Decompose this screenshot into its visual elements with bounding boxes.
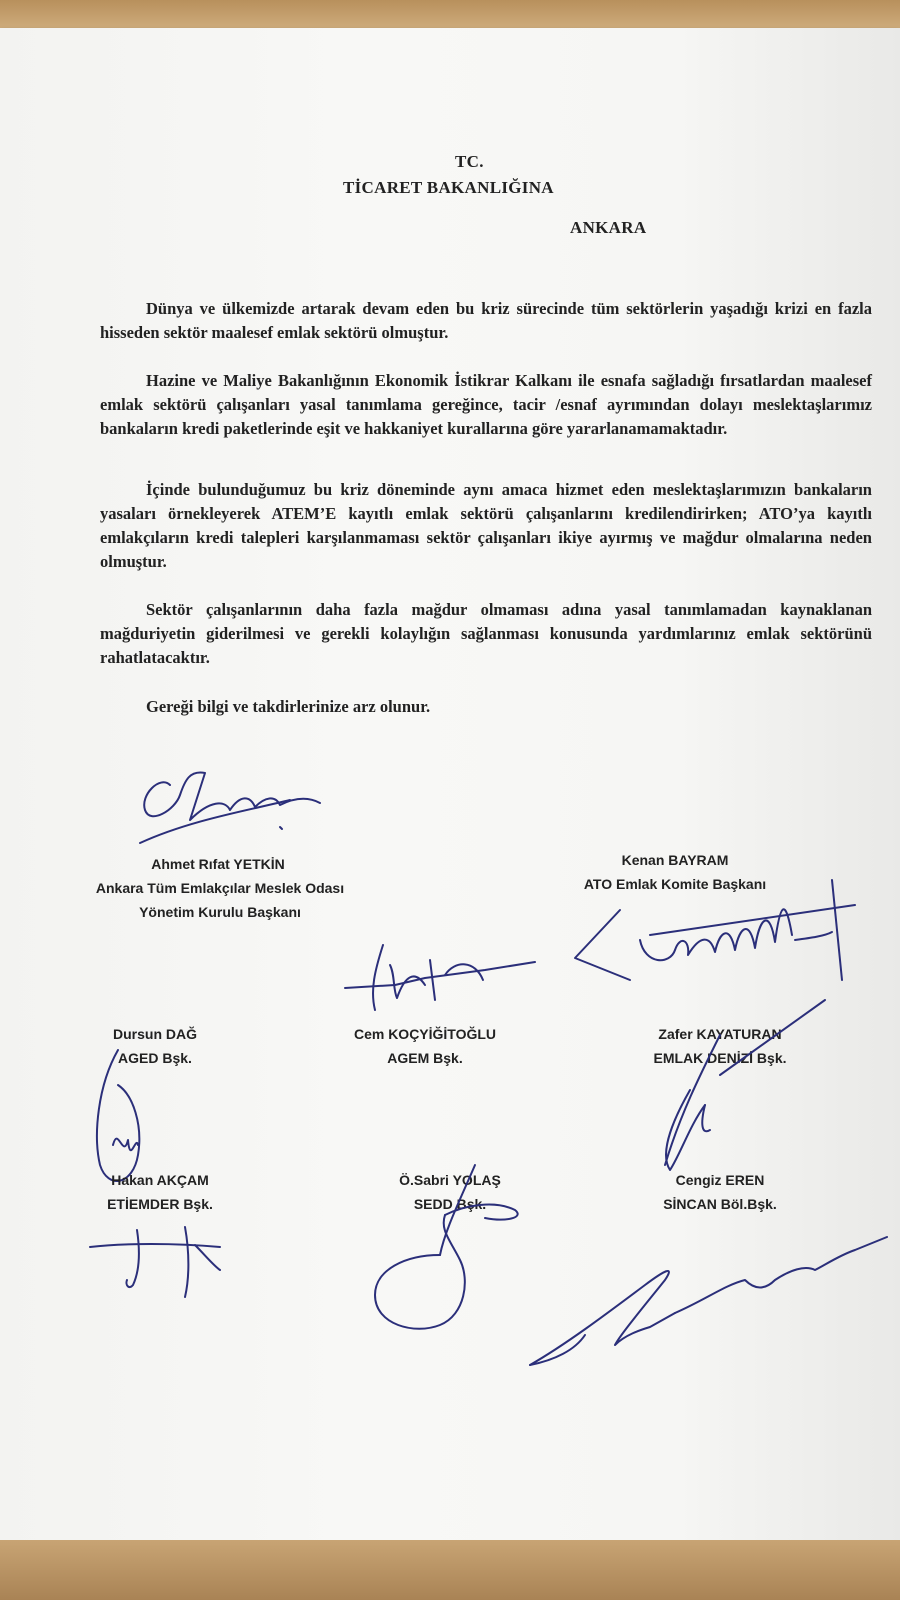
signatory-name: Zafer KAYATURAN [658,1026,782,1042]
signatory-title: ETİEMDER Bşk. [107,1196,213,1212]
closing-line: Gereği bilgi ve takdirlerinize arz olunur. [146,697,431,716]
signature-yetkin-image [130,765,330,855]
recipient-city: ANKARA [570,218,647,237]
signatory-name: Dursun DAĞ [113,1026,197,1042]
signature-kayaturan-image [630,995,840,1175]
signatory-org-block [70,876,370,924]
signatory-title: EMLAK DENİZİ Bşk. [653,1050,787,1066]
signatory-block-eren [640,1168,800,1216]
signatory-block-akcam [90,1168,230,1216]
signatory-name: Cem KOÇYİĞİTOĞLU [353,1026,497,1042]
signatory-name: Cengiz EREN [675,1172,765,1188]
signatory-title: AGEM Bşk. [387,1050,463,1066]
signatory-block-yetkin [118,852,318,876]
signatory-title: SİNCAN Böl.Bşk. [663,1196,777,1212]
body-paragraph-3: İçinde bulunduğumuz bu kriz döneminde aynı amaca hizmet eden meslektaşlarımızın bankaların yasaları örnekleyerek ATEM’E kayıtlı emlak sektörü çalışanlarını kredilendirirken; ATO’ya kayıtlı emlakçıların kredi talepleri karşılanmaması sektör çalışanları ikiye ayırmış ve mağdur olmalarına neden olmuştur. [100,480,872,571]
signatory-org: Ankara Tüm Emlakçılar Meslek Odası [95,880,345,896]
body-paragraph-1: Dünya ve ülkemizde artarak devam eden bu kriz sürecinde tüm sektörlerin yaşadığı krizi en fazla hisseden sektör maalesef emlak sektörü olmuştur. [100,299,872,342]
signature-kocyigitoglu-image [335,940,545,1020]
desk-background-bottom [0,1540,900,1600]
recipient-line-1: TC. [455,152,484,171]
signature-eren-image [525,1235,895,1375]
body-paragraph-4: Sektör çalışanlarının daha fazla mağdur olmaması adına yasal tanımlamadan kaynaklanan mağduriyetin giderilmesi ve gerekli kolaylığın sağlanması konusunda yardımlarınız emlak sektörünü rahatlatacaktır. [100,600,872,667]
signatory-name: Kenan BAYRAM [621,852,729,868]
body-paragraph-2: Hazine ve Maliye Bakanlığının Ekonomik İstikrar Kalkanı ile esnafa sağladığı fırsatlardan maalesef emlak sektörü çalışanları yasal tanımlama gereğince, tacir /esnaf ayrımından dolayı meslektaşlarımız bankaların kredi paketlerinde eşit ve hakkaniyet kurallarına göre yararlanamamaktadır. [100,371,872,438]
signatory-title: AGED Bşk. [118,1050,192,1066]
signatory-title: Yönetim Kurulu Başkanı [139,904,301,920]
signatory-block-kocyigitoglu [330,1022,520,1070]
signature-akcam-image [85,1225,235,1305]
signatory-title: SEDD Bşk. [413,1196,487,1212]
signatory-title: ATO Emlak Komite Başkanı [583,876,767,892]
signatory-name: Ö.Sabri YOLAŞ [399,1172,501,1188]
recipient-line-2: TİCARET BAKANLIĞINA [343,178,554,197]
signatory-name: Ahmet Rıfat YETKİN [151,856,285,872]
signature-bayram-image [570,880,860,990]
signatory-name: Hakan AKÇAM [111,1172,209,1188]
signature-yolas-image [365,1160,525,1340]
